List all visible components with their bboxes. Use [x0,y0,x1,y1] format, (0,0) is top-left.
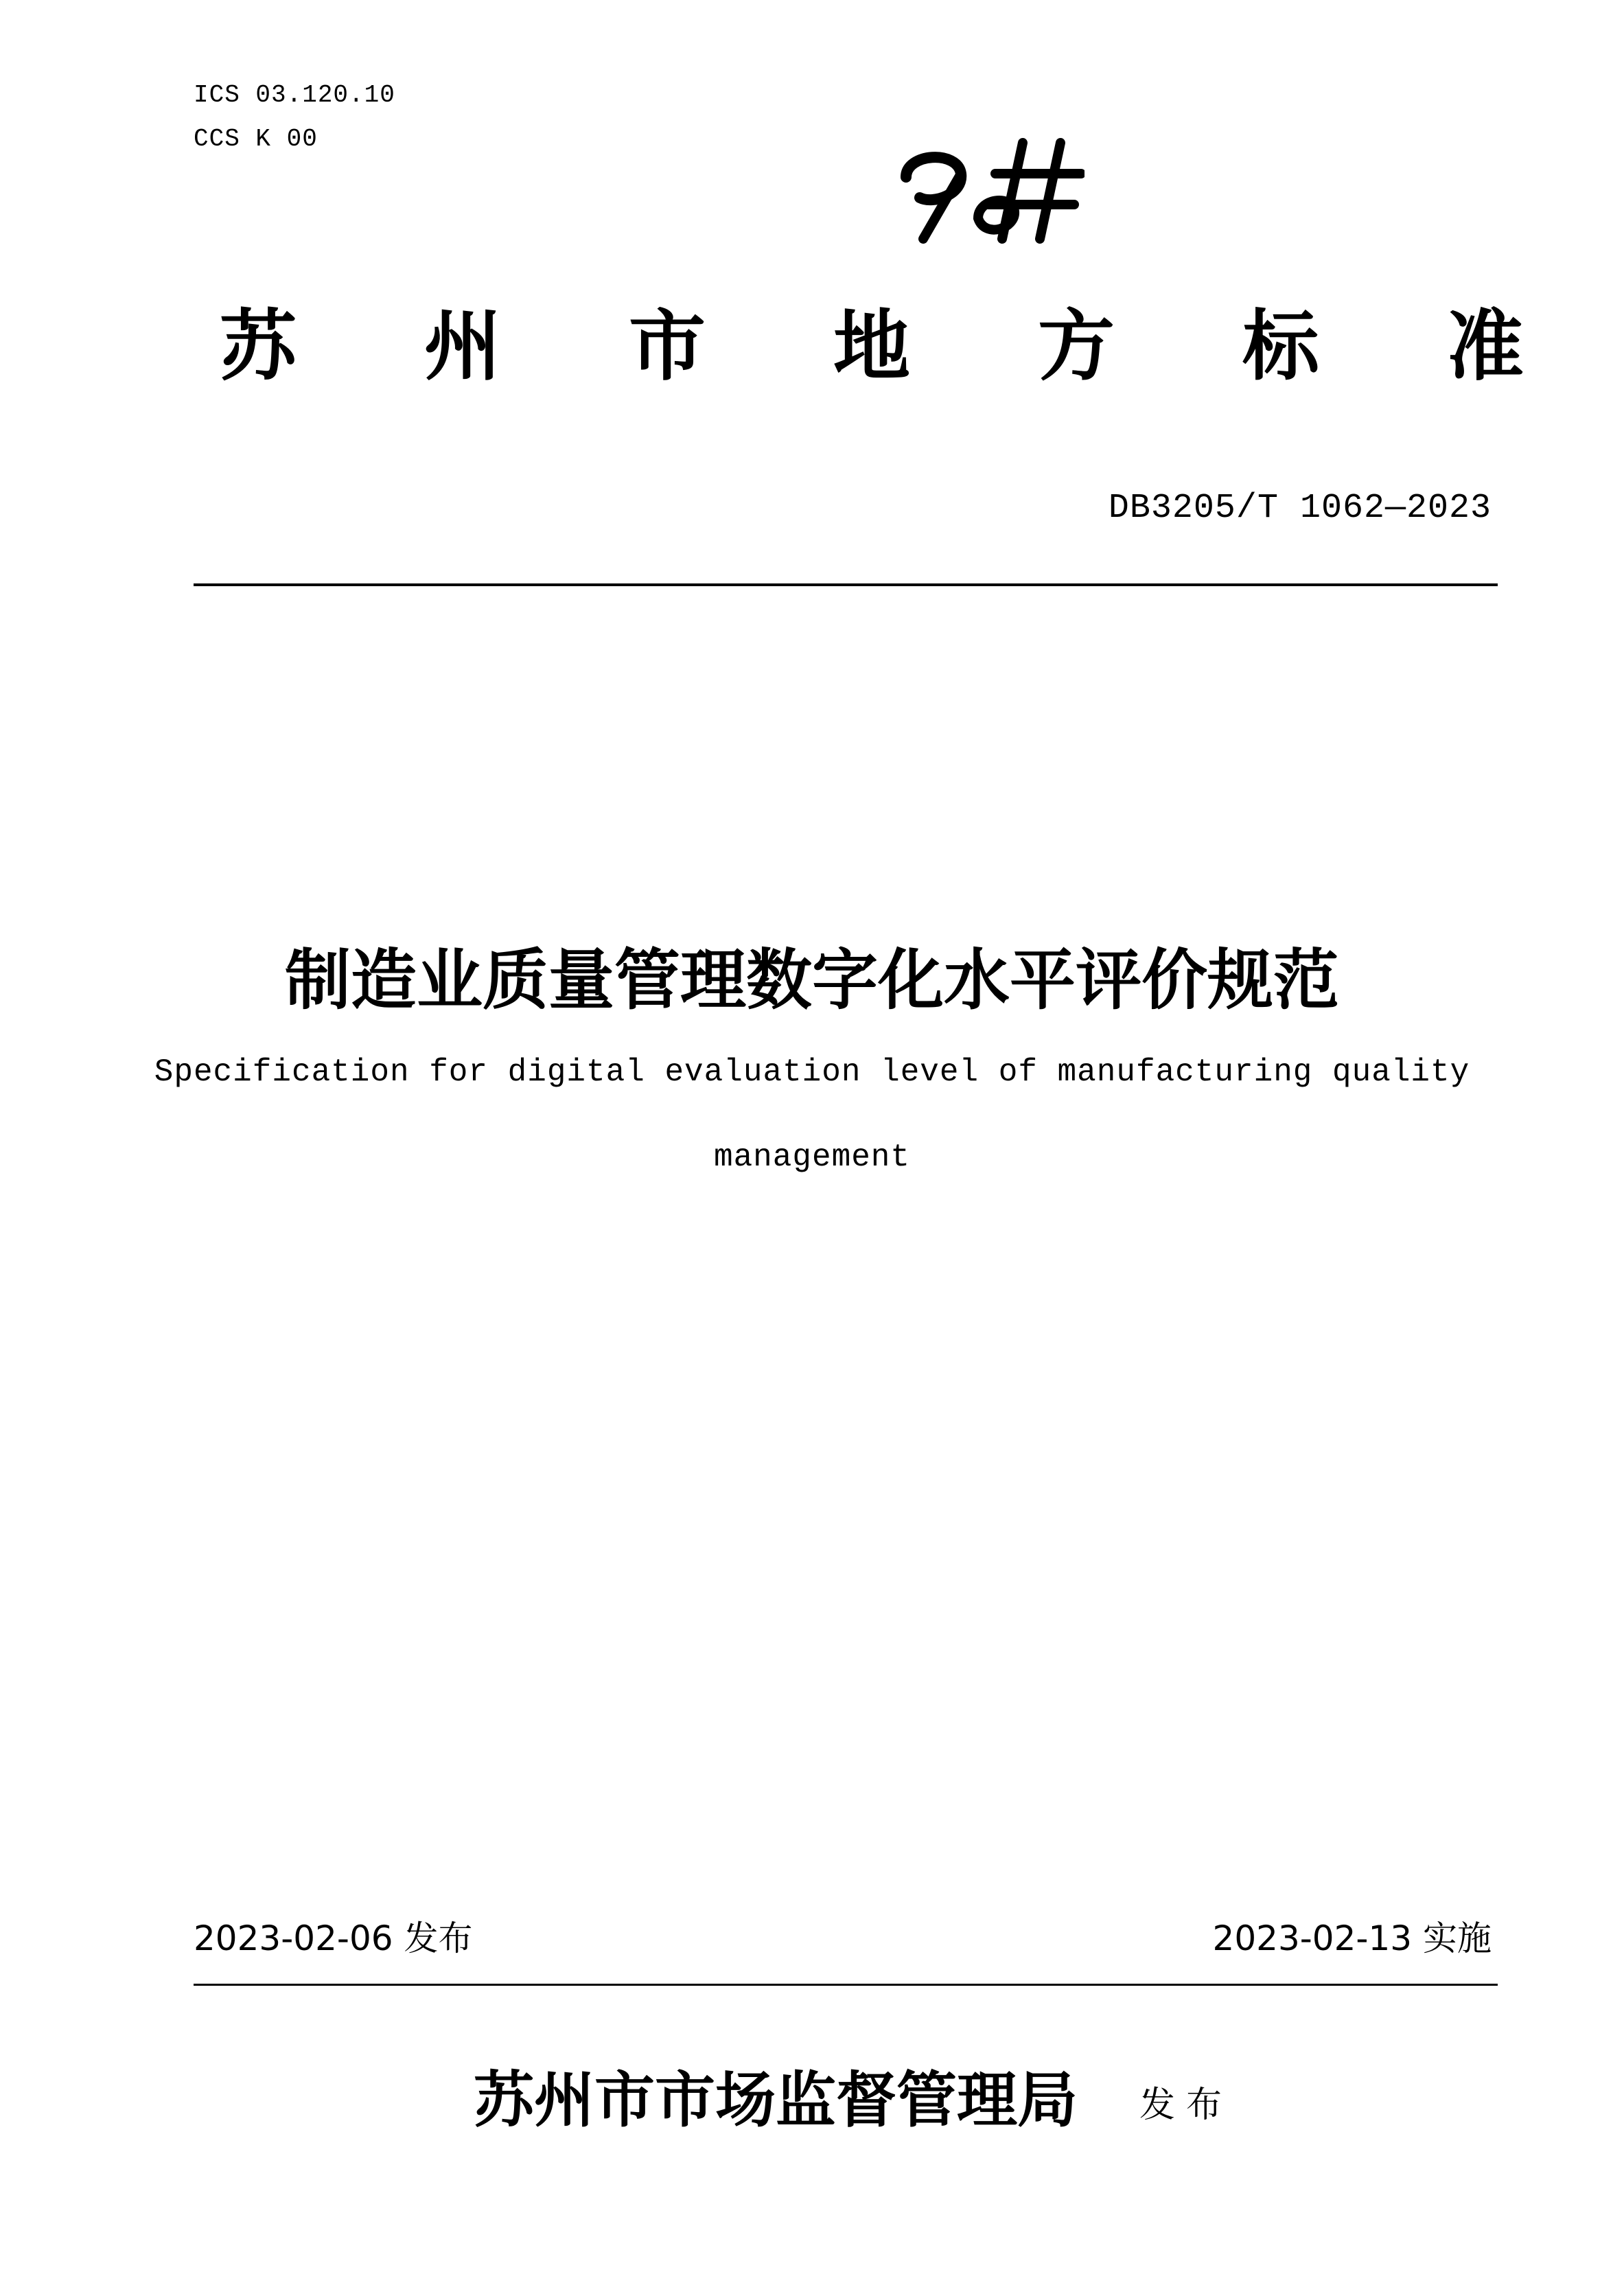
publisher-suffix: 发布 [1139,2085,1233,2126]
db-logo [892,136,1084,246]
title-english-line2: management [713,1139,911,1175]
standard-type-char: 方 [1038,301,1115,391]
standard-type-char: 州 [424,301,501,391]
effective-date: 2023-02-13 实施 [1212,1918,1492,1958]
standard-type-heading [220,288,1524,391]
publisher-name: 苏州市市场监督管理局 [474,2064,1078,2135]
standard-type-char: 苏 [220,301,297,391]
title-english-line1: Specification for digital evaluation level of manufacturing quality [154,1054,1470,1090]
standard-type-char: 地 [833,301,910,391]
top-divider [194,583,1498,586]
title-chinese: 制造业质量管理数字化水平评价规范 [285,942,1339,1019]
standard-type-char: 准 [1447,301,1524,391]
standard-type-char: 标 [1242,301,1319,391]
standard-number: DB3205/T 1062—2023 [1108,489,1492,528]
ics-code: ICS 03.120.10 [194,81,395,109]
ccs-code: CCS K 00 [194,125,318,153]
bottom-divider [194,1984,1498,1986]
publish-date: 2023-02-06 发布 [194,1918,473,1958]
standard-type-char: 市 [629,301,706,391]
